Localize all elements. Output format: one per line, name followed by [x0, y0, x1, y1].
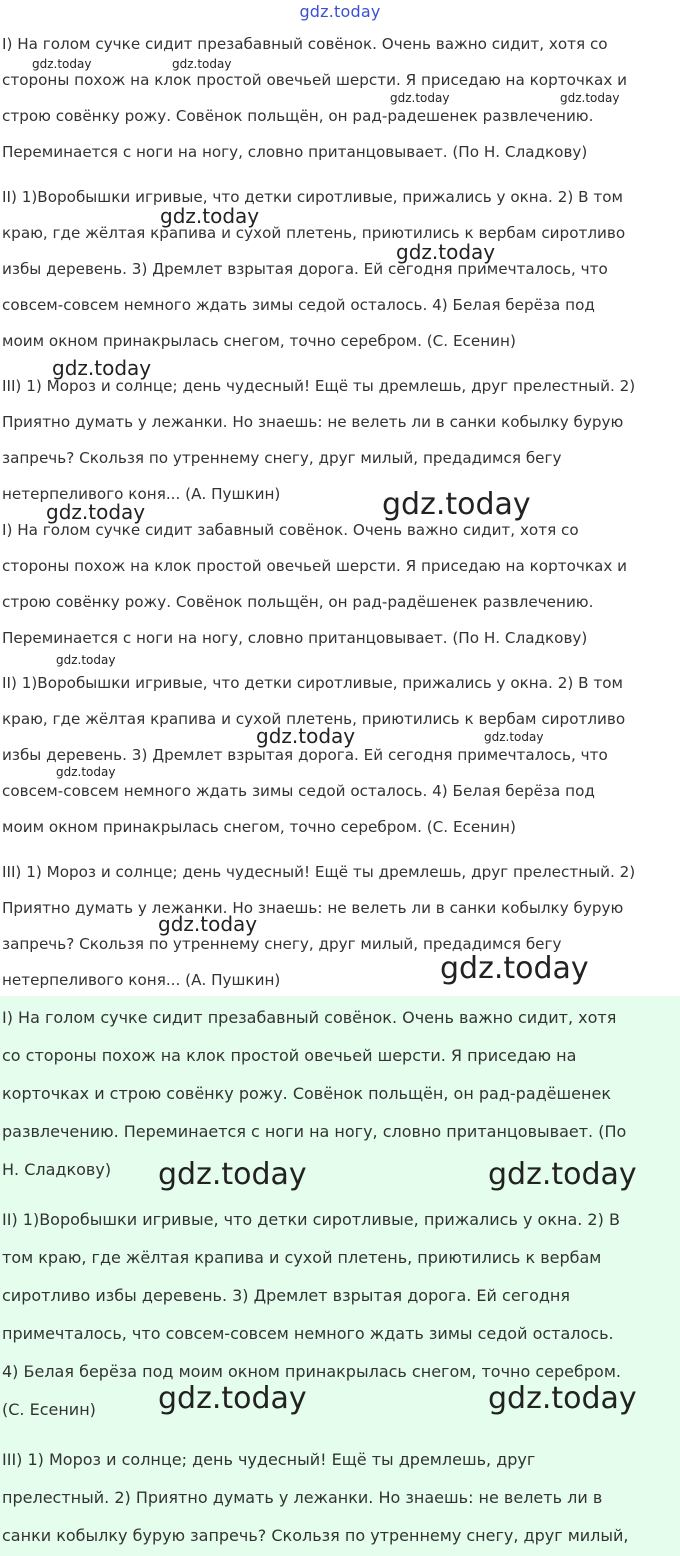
text-line: избы деревень. 3) Дремлет взрытая дорога. Ей сегодня примечталось, что — [2, 746, 608, 764]
text-line: примечталось, что совсем-совсем немного ждать зимы седой осталось. — [2, 1324, 614, 1343]
watermark: gdz.today — [158, 912, 258, 936]
text-line: стороны похож на клок простой овечьей шерсти. Я приседаю на корточках и — [2, 557, 628, 575]
watermark: gdz.today — [484, 730, 544, 744]
watermark: gdz.today — [488, 1157, 637, 1192]
text-line: нетерпеливого коня... (А. Пушкин) — [2, 485, 281, 503]
text-line: Приятно думать у лежанки. Но знаешь: не велеть ли в санки кобылку бурую — [2, 899, 624, 917]
watermark: gdz.today — [382, 487, 531, 522]
text-line: II) 1)Воробышки игривые, что детки сиротливые, прижались у окна. 2) В — [2, 1210, 620, 1229]
site-header-link[interactable]: gdz.today — [299, 2, 381, 21]
watermark: gdz.today — [440, 951, 589, 986]
text-line: стороны похож на клок простой овечьей шерсти. Я приседаю на корточках и — [2, 71, 628, 89]
text-line: II) 1)Воробышки игривые, что детки сиротливые, прижались у окна. 2) В том — [2, 674, 623, 692]
watermark: gdz.today — [56, 653, 116, 667]
text-line: нетерпеливого коня... (А. Пушкин) — [2, 971, 281, 989]
text-line: II) 1)Воробышки игривые, что детки сиротливые, прижались у окна. 2) В том — [2, 188, 623, 206]
text-line: совсем-совсем немного ждать зимы седой осталось. 4) Белая берёза под — [2, 782, 595, 800]
text-line: со стороны похож на клок простой овечьей шерсти. Я приседаю на — [2, 1046, 577, 1065]
text-line: строю совёнку рожу. Совёнок польщён, он рад-радешенек развлечению. — [2, 107, 594, 125]
text-line: прелестный. 2) Приятно думать у лежанки. Но знаешь: не велеть ли в — [2, 1488, 603, 1507]
text-line: 4) Белая берёза под моим окном принакрылась снегом, точно серебром. — [2, 1362, 621, 1381]
text-line: запречь? Скользя по утреннему снегу, друг милый, предадимся бегу — [2, 449, 562, 467]
watermark: gdz.today — [396, 240, 496, 264]
watermark: gdz.today — [560, 91, 620, 105]
text-line: Н. Сладкову) — [2, 1160, 112, 1179]
text-line: том краю, где жёлтая крапива и сухой плетень, приютились к вербам — [2, 1248, 602, 1267]
text-line: совсем-совсем немного ждать зимы седой осталось. 4) Белая берёза под — [2, 296, 595, 314]
watermark: gdz.today — [46, 500, 146, 524]
text-line: Приятно думать у лежанки. Но знаешь: не велеть ли в санки кобылку бурую — [2, 413, 624, 431]
watermark: gdz.today — [52, 356, 152, 380]
text-line: моим окном принакрылась снегом, точно серебром. (С. Есенин) — [2, 818, 516, 836]
text-line: краю, где жёлтая крапива и сухой плетень, приютились к вербам сиротливо — [2, 710, 626, 728]
text-line: I) На голом сучке сидит презабавный совёнок. Очень важно сидит, хотя — [2, 1008, 617, 1027]
watermark: gdz.today — [256, 724, 356, 748]
watermark: gdz.today — [172, 57, 232, 71]
text-line: развлечению. Переминается с ноги на ногу, словно пританцовывает. (По — [2, 1122, 627, 1141]
watermark: gdz.today — [488, 1381, 637, 1416]
text-line: корточках и строю совёнку рожу. Совёнок польщён, он рад-радёшенек — [2, 1084, 611, 1103]
watermark: gdz.today — [160, 204, 260, 228]
watermark: gdz.today — [32, 57, 92, 71]
text-line: III) 1) Мороз и солнце; день чудесный! Ещё ты дремлешь, друг прелестный. 2) — [2, 377, 636, 395]
text-line: Переминается с ноги на ногу, словно пританцовывает. (По Н. Сладкову) — [2, 629, 588, 647]
text-line: I) На голом сучке сидит презабавный совёнок. Очень важно сидит, хотя со — [2, 35, 608, 53]
text-line: сиротливо избы деревень. 3) Дремлет взрытая дорога. Ей сегодня — [2, 1286, 570, 1305]
text-line: санки кобылку бурую запречь? Скользя по утреннему снегу, друг милый, — [2, 1526, 629, 1545]
text-line: III) 1) Мороз и солнце; день чудесный! Ещё ты дремлешь, друг прелестный. 2) — [2, 863, 636, 881]
watermark: gdz.today — [56, 765, 116, 779]
watermark: gdz.today — [390, 91, 450, 105]
watermark: gdz.today — [158, 1381, 307, 1416]
text-line: (С. Есенин) — [2, 1400, 96, 1419]
highlighted-answer-block — [0, 996, 680, 1556]
text-line: I) На голом сучке сидит забавный совёнок. Очень важно сидит, хотя со — [2, 521, 579, 539]
text-line: Переминается с ноги на ногу, словно пританцовывает. (По Н. Сладкову) — [2, 143, 588, 161]
text-line: моим окном принакрылась снегом, точно серебром. (С. Есенин) — [2, 332, 516, 350]
text-line: запречь? Скользя по утреннему снегу, друг милый, предадимся бегу — [2, 935, 562, 953]
text-line: строю совёнку рожу. Совёнок польщён, он рад-радёшенек развлечению. — [2, 593, 594, 611]
text-line: III) 1) Мороз и солнце; день чудесный! Ещё ты дремлешь, друг — [2, 1450, 536, 1469]
text-line: краю, где жёлтая крапива и сухой плетень, приютились к вербам сиротливо — [2, 224, 626, 242]
text-line: избы деревень. 3) Дремлет взрытая дорога. Ей сегодня примечталось, что — [2, 260, 608, 278]
watermark: gdz.today — [158, 1157, 307, 1192]
